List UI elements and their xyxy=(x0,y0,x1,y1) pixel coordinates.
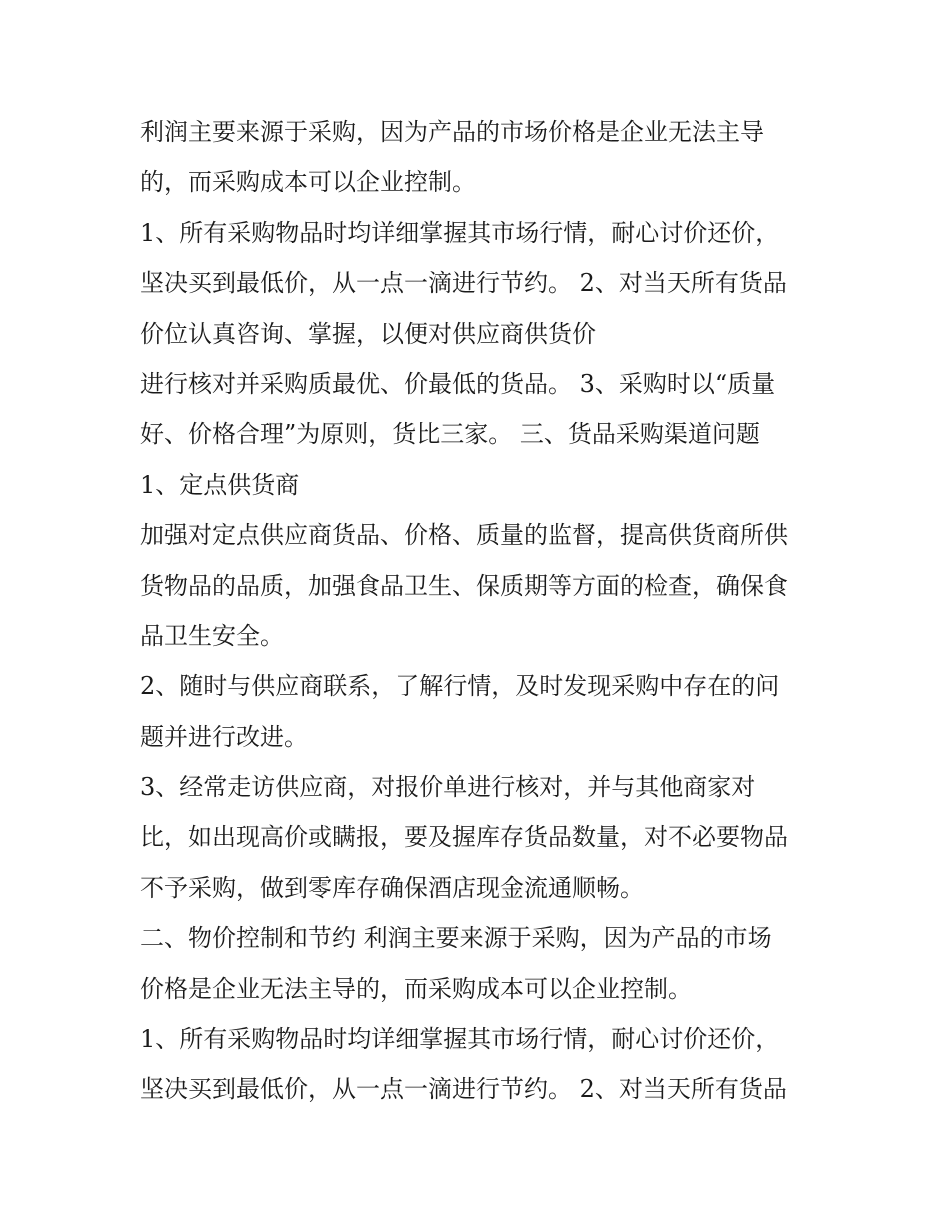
text-line: 进行核对并采购质最优、价最低的货品。 3、采购时以“质量 xyxy=(140,369,776,398)
text-line: 货物品的品质，加强食品卫生、保质期等方面的检查，确保食 xyxy=(140,571,788,600)
text-line: 3、经常走访供应商，对报价单进行核对，并与其他商家对 xyxy=(140,773,756,802)
text-line: 2、随时与供应商联系，了解行情，及时发现采购中存在的问 xyxy=(140,672,780,701)
text-line: 坚决买到最低价，从一点一滴进行节约。 2、对当天所有货品 xyxy=(140,269,787,298)
text-line: 品卫生安全。 xyxy=(140,621,284,650)
text-line: 二、物价控制和节约 利润主要来源于采购，因为产品的市场 xyxy=(140,924,772,953)
text-line: 的，而采购成本可以企业控制。 xyxy=(140,168,476,197)
text-line: 坚决买到最低价，从一点一滴进行节约。 2、对当天所有货品 xyxy=(140,1075,787,1104)
text-line: 利润主要来源于采购，因为产品的市场价格是企业无法主导 xyxy=(140,118,764,146)
text-line: 好、价格合理”为原则，货比三家。 三、货品采购渠道问题 xyxy=(140,420,760,449)
text-line: 不予采购，做到零库存确保酒店现金流通顺畅。 xyxy=(140,873,644,902)
text-line: 题并进行改进。 xyxy=(140,722,308,751)
text-line: 1、所有采购物品时均详细掌握其市场行情，耐心讨价还价， xyxy=(140,1025,780,1054)
text-line: 比，如出现高价或瞒报，要及握库存货品数量，对不必要物品 xyxy=(140,823,788,852)
text-line: 价位认真咨询、掌握，以便对供应商供货价 xyxy=(140,319,596,348)
text-line: 加强对定点供应商货品、价格、质量的监督，提高供货商所供 xyxy=(140,521,788,550)
document-body xyxy=(140,107,830,1115)
text-line: 价格是企业无法主导的，而采购成本可以企业控制。 xyxy=(140,974,692,1003)
text-line: 1、定点供货商 xyxy=(140,470,300,499)
text-line: 1、所有采购物品时均详细掌握其市场行情，耐心讨价还价， xyxy=(140,218,780,247)
